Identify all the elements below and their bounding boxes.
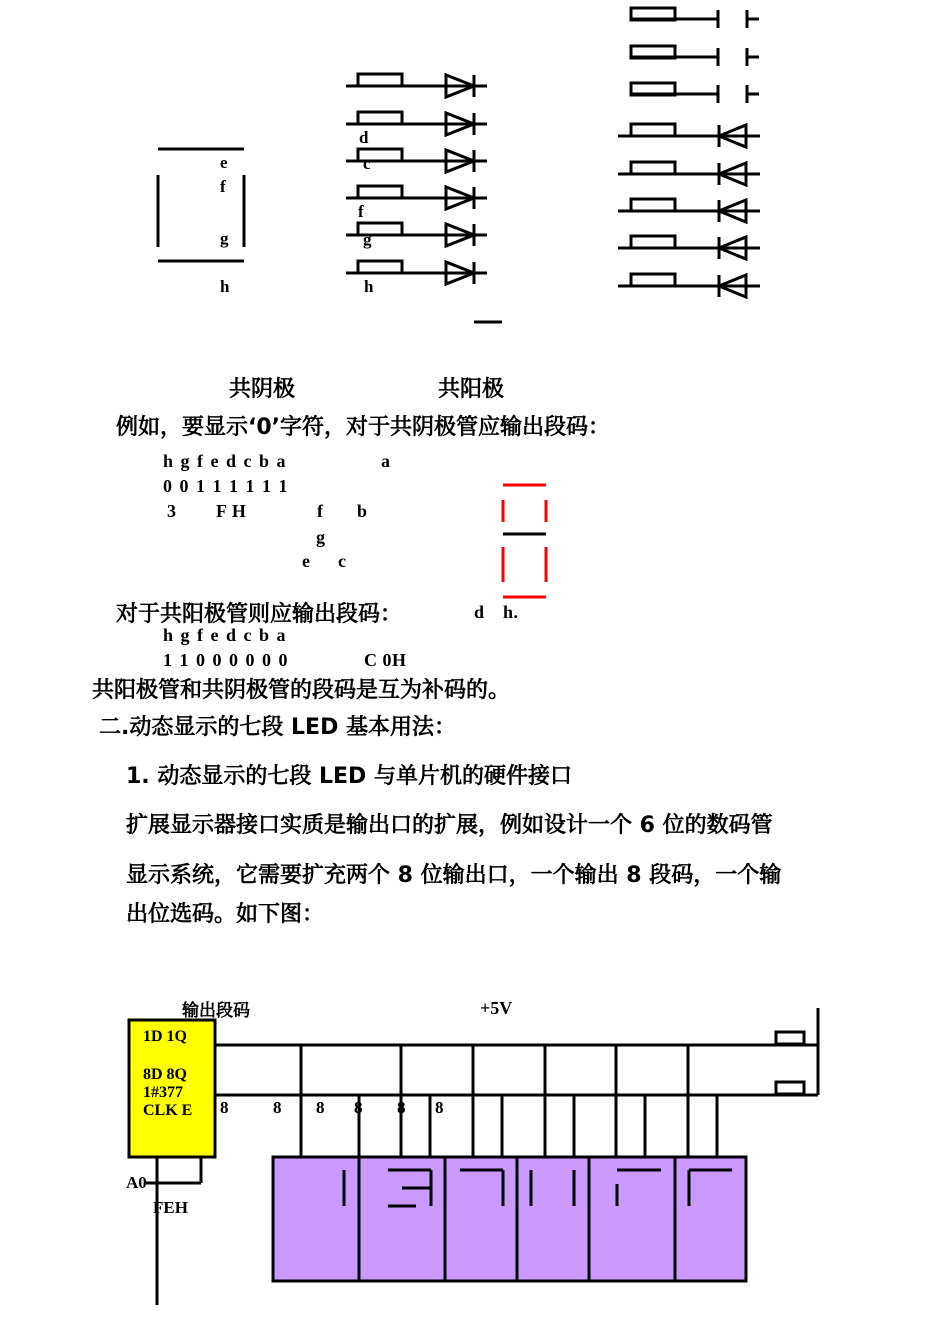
bus-width-label: 8 — [354, 1098, 363, 1117]
seg-label-f: f — [220, 177, 226, 196]
section-2-heading: 二.动态显示的七段 LED 基本用法： — [99, 715, 456, 740]
resistor-symbol — [631, 236, 675, 248]
cathode-hex-fh: F H — [216, 501, 247, 521]
seg-b-label: b — [357, 501, 368, 521]
bus-width-label: 8 — [220, 1098, 229, 1117]
seg-f-label: f — [317, 501, 324, 521]
vcc-label: +5V — [480, 998, 513, 1018]
seg-label-g2: g — [363, 230, 372, 249]
resistor-symbol — [358, 74, 402, 86]
paragraph-line-1: 扩展显示器接口实质是输出口的扩展，例如设计一个 6 位的数码管 — [126, 813, 773, 838]
red-seven-seg — [503, 485, 546, 597]
cathode-hex-3: 3 — [167, 501, 177, 521]
anode-bits-header: h g f e d c b a — [163, 625, 287, 645]
seg-label-g: g — [220, 229, 229, 248]
seg-h-label: h. — [503, 602, 519, 622]
bus-width-label: 8 — [273, 1098, 282, 1117]
seg-d-label: d — [474, 602, 485, 622]
chip-line-1: 1D 1Q — [143, 1028, 187, 1045]
seg-label-f2: f — [358, 202, 364, 221]
resistor-symbol — [358, 186, 402, 198]
seg-label-h: h — [220, 277, 230, 296]
seg-c-label: c — [338, 551, 347, 571]
caption-anode: 共阳极 — [438, 377, 505, 402]
example-line: 例如，要显示‘0’字符，对于共阴极管应输出段码： — [116, 415, 611, 440]
common-anode-circuit — [618, 8, 760, 297]
seg-g-label: g — [316, 527, 326, 547]
paragraph-line-2: 显示系统，它需要扩充两个 8 位输出口，一个输出 8 段码，一个输 — [126, 863, 782, 888]
output-segment-label: 输出段码 — [182, 1001, 250, 1021]
chip-line-3: 1#377 — [143, 1084, 183, 1101]
complement-line: 共阳极管和共阴极管的段码是互为补码的。 — [92, 678, 511, 703]
bus-width-label: 8 — [435, 1098, 444, 1117]
paragraph-line-3: 出位选码。如下图： — [126, 902, 325, 927]
bus-width-label: 8 — [316, 1098, 325, 1117]
seg-label-d: d — [359, 128, 369, 147]
resistor-symbol — [358, 261, 402, 273]
resistor-symbol — [631, 274, 675, 286]
anode-line: 对于共阳极管则应输出段码： — [116, 602, 403, 627]
resistor-symbol — [358, 112, 402, 124]
bus-width-label: 8 — [397, 1098, 406, 1117]
cathode-bits-header: h g f e d c b a — [163, 451, 287, 471]
cathode-bits: 0 0 1 1 1 1 1 1 — [163, 476, 288, 496]
feh-label: FEH — [153, 1198, 188, 1217]
seg-a-label: a — [381, 451, 391, 471]
seg-e-label: e — [302, 551, 311, 571]
resistor-symbol — [631, 124, 675, 136]
anode-hex: C 0H — [364, 650, 407, 670]
seg-label-e: e — [220, 153, 228, 172]
caption-cathode: 共阴极 — [229, 377, 296, 402]
seg-label-h2: h — [364, 277, 374, 296]
resistor-symbol — [631, 199, 675, 211]
chip-line-2: 8D 8Q — [143, 1066, 187, 1083]
chip-line-4: CLK E — [143, 1102, 193, 1119]
anode-bits: 1 1 0 0 0 0 0 0 — [163, 650, 288, 670]
a0-label: A0 — [126, 1173, 147, 1192]
common-cathode-circuit — [346, 74, 487, 284]
seg-label-c: c — [363, 154, 371, 173]
resistor-symbol — [631, 162, 675, 174]
subsection-1-heading: 1. 动态显示的七段 LED 与单片机的硬件接口 — [126, 764, 572, 789]
